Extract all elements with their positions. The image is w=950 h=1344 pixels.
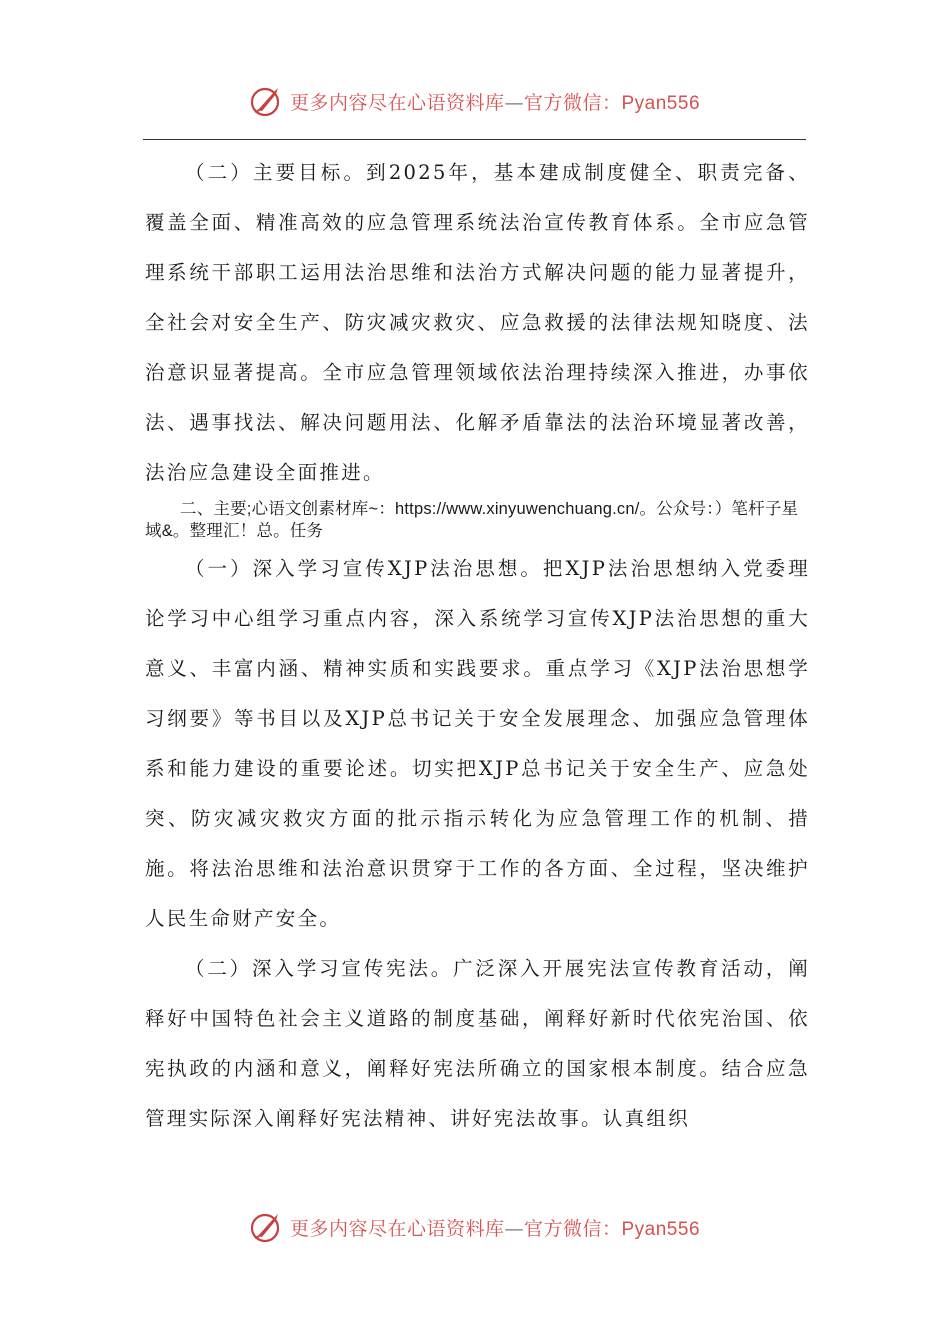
paragraph-main-goal: （二）主要目标。到2025年，基本建成制度健全、职责完备、覆盖全面、精准高效的应急管理系统法治宣传教育体系。全市应急管理系统干部职工运用法治思维和法治方式解决问题的能力显著提升，全社会对安全生产、防灾减灾救灾、应急救援的法律法规知晓度、法治意识显著提高。全市应急管理领域依法治理持续深入推进，办事依法、遇事找法、解决问题用法、化解矛盾靠法的法治环境显著改善，法治应急建设全面推进。 xyxy=(145,161,810,484)
quill-seal-icon xyxy=(250,1210,284,1244)
footer-banner xyxy=(0,1210,950,1244)
quill-seal-icon xyxy=(250,84,284,118)
section-heading-main-tasks: 二、主要;心语文创素材库~：https://www.xinyuwenchuang.cn/。公众号：）笔杆子星域&。整理汇！总。任务 xyxy=(145,500,799,540)
document-body xyxy=(145,148,810,1144)
paragraph-study-rule-of-law: （一）深入学习宣传XJP法治思想。把XJP法治思想纳入党委理论学习中心组学习重点内容，深入系统学习宣传XJP法治思想的重大意义、丰富内涵、精神实质和实践要求。重点学习《XJP法治思想学习纲要》等书目以及XJP总书记关于安全发展理念、加强应急管理体系和能力建设的重要论述。切实把XJP总书记关于安全生产、应急处突、防灾减灾救灾方面的批示指示转化为应急管理工作的机制、措施。将法治思维和法治意识贯穿于工作的各方面、全过程，坚决维护人民生命财产安全。 xyxy=(145,557,810,930)
header-banner xyxy=(0,84,950,118)
header-divider xyxy=(143,139,806,140)
banner-text: 更多内容尽在心语资料库—官方微信：Pyan556 xyxy=(289,91,701,114)
banner-text: 更多内容尽在心语资料库—官方微信：Pyan556 xyxy=(289,1217,701,1240)
paragraph-study-constitution: （二）深入学习宣传宪法。广泛深入开展宪法宣传教育活动，阐释好中国特色社会主义道路的制度基础，阐释好新时代依宪治国、依宪执政的内涵和意义，阐释好宪法所确立的国家根本制度。结合应急管理实际深入阐释好宪法精神、讲好宪法故事。认真组织 xyxy=(145,957,810,1130)
